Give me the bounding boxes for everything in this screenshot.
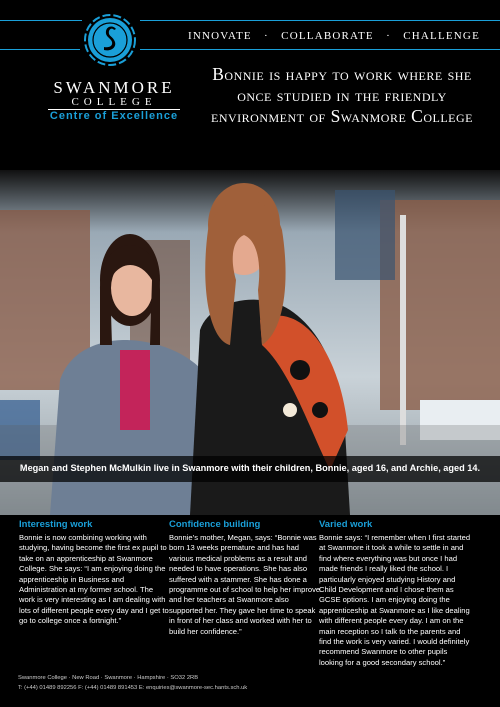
column-heading: Confidence building xyxy=(169,519,261,530)
column-heading: Varied work xyxy=(319,519,373,530)
top-right-rule xyxy=(140,20,500,21)
column-body: Bonnie’s mother, Megan, says: “Bonnie was born 13 weeks premature and has had various medical problems as a result and needed to have operations. She has also suffered with a stammer. She has done a programme out of school to help her improve and her teachers at Swanmore also supported her. They gave her time to speak in front of her class and worked with her to build her confidence.” xyxy=(169,533,321,636)
mid-right-rule xyxy=(140,49,500,50)
column-confidence-building xyxy=(169,519,321,637)
headline: Bonnie is happy to work where she once studied in the friendly environment of Swanmore College xyxy=(210,64,473,126)
tagline-innovate: INNOVATE xyxy=(188,30,252,42)
mid-left-rule xyxy=(0,49,80,50)
footer xyxy=(18,673,247,693)
column-body: Bonnie says: “I remember when I first started at Swanmore it took a while to settle in and find where everything was but once I had made friends I really liked the school. I particularly enjoyed studying History and Child Development and I chose them as GCSE options. I am enjoying doing the apprenticeship at Swanmore as I like dealing with different people every day. I am on the main reception so I talk to the parents and find the work is very varied. I would definitely recommend Swanmore to other pupils looking for a good secondary school.” xyxy=(319,533,471,667)
top-left-rule xyxy=(0,20,82,21)
column-varied-work xyxy=(319,519,471,668)
logo-subtitle: Centre of Excellence xyxy=(49,110,179,122)
tagline-separator: · xyxy=(264,30,269,42)
header xyxy=(0,0,500,170)
swan-crest-icon xyxy=(82,12,138,68)
tagline-collaborate: COLLABORATE xyxy=(281,30,374,42)
footer-address: Swanmore College · New Road · Swanmore · Hampshire · SO32 2RB xyxy=(18,675,199,681)
column-body: Bonnie is now combining working with studying, having become the first ex pupil to take on an apprenticeship at Swanmore College. She says: “I am enjoying doing the apprenticeship in Business and Administration at my former school. The work is very interesting as I am dealing with lots of different people every day and I get to go to college once a fortnight.” xyxy=(19,533,169,626)
tagline-challenge: CHALLENGE xyxy=(403,30,480,42)
tagline-separator: · xyxy=(386,30,391,42)
tagline xyxy=(188,30,480,42)
logo-college: COLLEGE xyxy=(71,96,157,108)
photo-caption: Megan and Stephen McMulkin live in Swanmore with their children, Bonnie, aged 16, and Archie, aged 14. xyxy=(19,463,481,473)
logo-name: SWANMORE xyxy=(53,78,175,97)
column-interesting-work xyxy=(19,519,171,627)
footer-contact: T: (+44) 01489 892256 F: (+44) 01489 891453 E: enquiries@swanmore-sec.hants.sch.uk xyxy=(18,685,248,691)
column-heading: Interesting work xyxy=(19,519,93,530)
